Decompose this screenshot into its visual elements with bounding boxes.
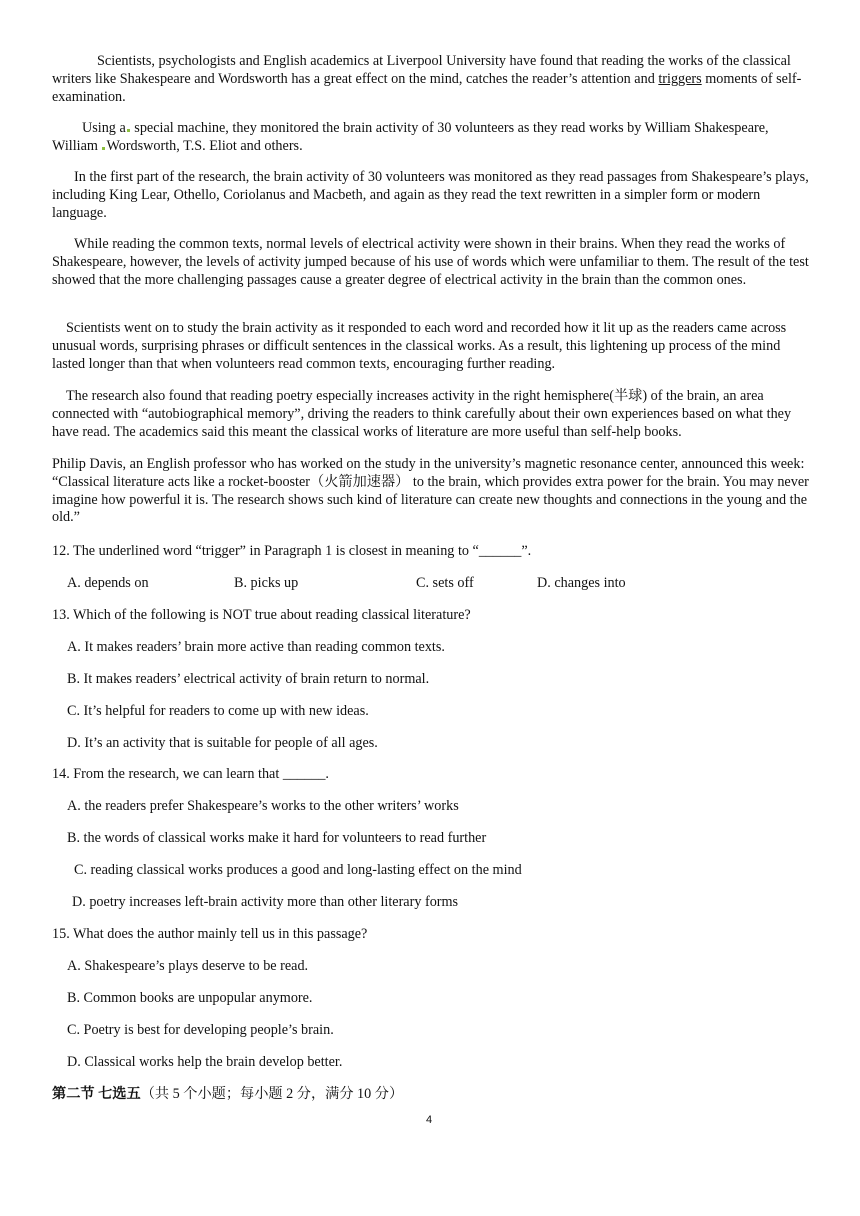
question-13-option-a: A. It makes readers’ brain more active than reading common texts. [67, 639, 445, 655]
question-12-option-c: C. sets off [416, 575, 474, 591]
paragraph-3: In the first part of the research, the brain activity of 30 volunteers was monitored as they read passages from Shakespeare’s plays, including King Lear, Othello, Coriolanus and Macbeth, and again as they read the text rewritten in a simpler form or modern language. [52, 169, 809, 221]
paragraph-5: Scientists went on to study the brain activity as it responded to each word and recorded how it lit up as the readers came across unusual words, surprising phrases or difficult sentences in the classical works. As a result, this lightening up process of the mind lasted longer than that when volunteers read common texts, encouraging further reading. [52, 320, 787, 372]
underlined-word-triggers: triggers [658, 70, 702, 87]
question-14-option-a: A. the readers prefer Shakespeare’s works to the other writers’ works [67, 798, 459, 814]
question-14-stem: 14. From the research, we can learn that ______. [52, 766, 329, 782]
question-12-stem: 12. The underlined word “trigger” in Paragraph 1 is closest in meaning to “______”. [52, 543, 532, 559]
question-13-option-c: C. It’s helpful for readers to come up with new ideas. [67, 703, 369, 719]
section-title: 第二节 七选五 [52, 1086, 141, 1102]
question-15-option-d: D. Classical works help the brain develop better. [67, 1054, 343, 1070]
question-14-option-b: B. the words of classical works make it hard for volunteers to read further [67, 830, 487, 846]
question-12-option-a: A. depends on [67, 575, 149, 591]
question-15-stem: 15. What does the author mainly tell us in this passage? [52, 926, 368, 942]
paragraph-4: While reading the common texts, normal levels of electrical activity were shown in their brains. When they read the works of Shakespeare, however, the levels of activity jumped because of his use of words which were unfamiliar to them. The result of the test showed that the more challenging passages cause a greater degree of electrical activity in the brain than the common ones. [52, 236, 809, 288]
edit-mark [127, 129, 130, 132]
paragraph-2: Using a special machine, they monitored the brain activity of 30 volunteers as they read works by William Shakespeare, William Wordsworth, T.S. Eliot and others. [52, 120, 769, 154]
page-number: 4 [426, 1114, 433, 1126]
paragraph-1: Scientists, psychologists and English academics at Liverpool University have found that reading the works of the classical writers like Shakespeare and Wordsworth has a great effect on the mind, catches the reader’s attention and triggers moments of self-examination. [52, 53, 802, 105]
question-15-option-b: B. Common books are unpopular anymore. [67, 990, 313, 1006]
question-13-stem: 13. Which of the following is NOT true about reading classical literature? [52, 607, 471, 623]
paragraph-7: Philip Davis, an English professor who has worked on the study in the university’s magnetic resonance center, announced this week: “Classical literature acts like a rocket-booster（火箭加速器） to the brain, which provides extra power for the brain. You may never imagine how powerful it is. The research shows such kind of literature can create new thoughts and connections in the young and the old.” [52, 456, 809, 526]
question-14-option-c: C. reading classical works produces a good and long-lasting effect on the mind [74, 862, 522, 878]
question-15-option-c: C. Poetry is best for developing people’s brain. [67, 1022, 334, 1038]
question-15-option-a: A. Shakespeare’s plays deserve to be read. [67, 958, 309, 974]
paragraph-6: The research also found that reading poetry especially increases activity in the right hemisphere(半球) of the brain, an area connected with “autobiographical memory”, driving the readers to think carefully about their own experiences based on what they have read. The academics said this meant the classical works of literature are more useful than self-help books. [52, 388, 792, 440]
question-12-option-b: B. picks up [234, 575, 299, 591]
question-14-option-d: D. poetry increases left-brain activity more than other literary forms [72, 894, 459, 910]
question-12-option-d: D. changes into [537, 575, 626, 591]
question-13-option-b: B. It makes readers’ electrical activity of brain return to normal. [67, 671, 430, 687]
section-note: （共 5 个小题；每小题 2 分，满分 10 分） [140, 1086, 404, 1102]
section-heading [52, 1085, 403, 1103]
question-13-option-d: D. It’s an activity that is suitable for people of all ages. [67, 735, 378, 751]
